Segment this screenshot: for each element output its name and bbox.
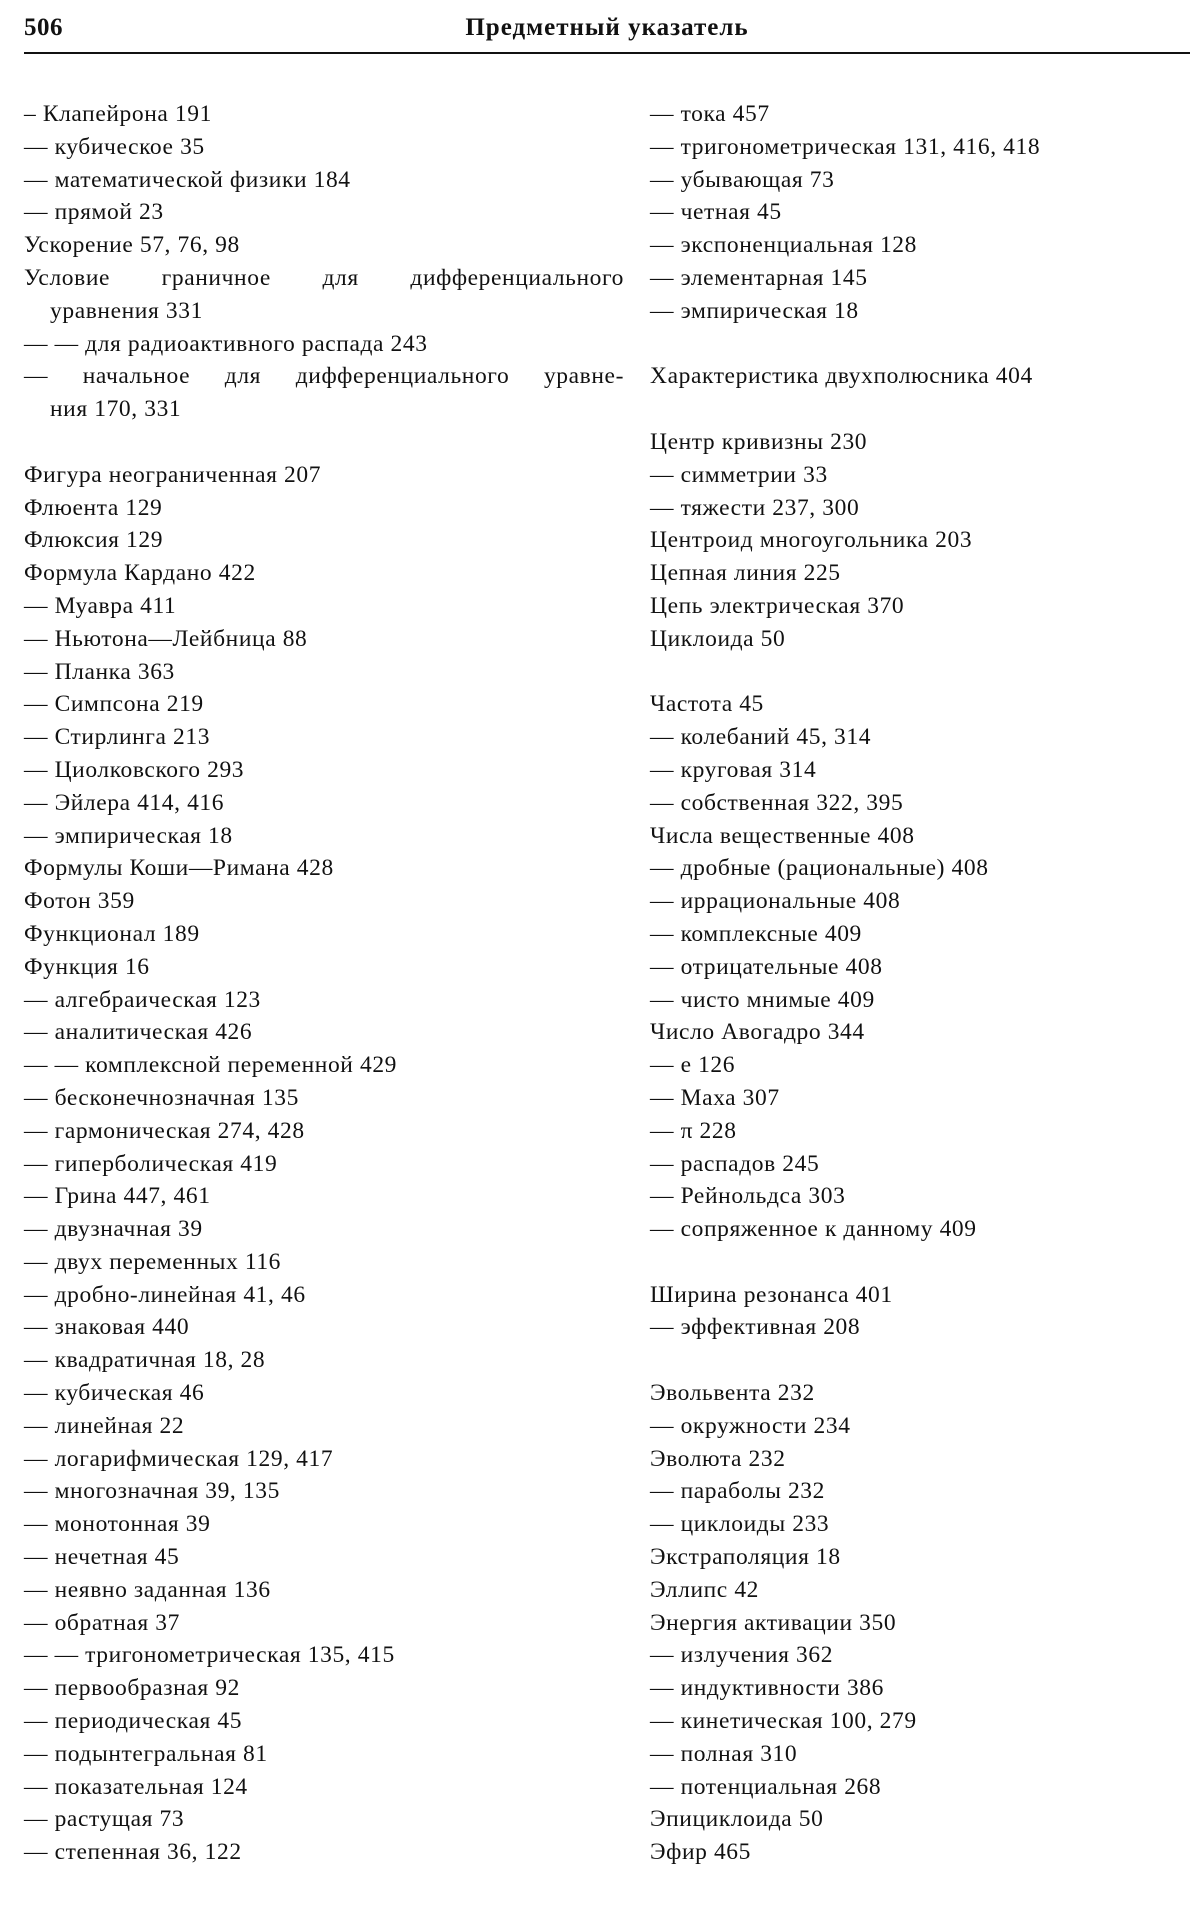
index-entry: — дробно-линейная 41, 46 xyxy=(24,1281,306,1308)
index-entry: — эмпирическая 18 xyxy=(650,297,859,324)
index-entry: — показательная 124 xyxy=(24,1773,248,1800)
index-entry: — нечетная 45 xyxy=(24,1544,180,1571)
index-entry: — убывающая 73 xyxy=(650,166,835,193)
index-entry: — потенциальная 268 xyxy=(650,1773,882,1800)
index-entry: — гиперболическая 419 xyxy=(24,1150,278,1177)
index-entry: — квадратичная 18, 28 xyxy=(24,1347,266,1374)
index-entry: Эфир 465 xyxy=(650,1839,751,1866)
index-entry: — комплексные 409 xyxy=(650,920,862,947)
index-entry: Формула Кардано 422 xyxy=(24,560,256,587)
index-entry: — бесконечнозначная 135 xyxy=(24,1084,299,1111)
header-rule xyxy=(24,52,1190,54)
index-entry: — математической физики 184 xyxy=(24,166,351,193)
index-entry: — аналитическая 426 xyxy=(24,1019,253,1046)
index-entry: — монотонная 39 xyxy=(24,1511,211,1538)
index-entry: — тригонометрическая 131, 416, 418 xyxy=(650,133,1041,160)
index-entry: Числа вещественные 408 xyxy=(650,822,915,849)
index-entry: — растущая 73 xyxy=(24,1806,185,1833)
index-entry: — логарифмическая 129, 417 xyxy=(24,1445,334,1472)
index-entry: — Симпсона 219 xyxy=(24,691,204,718)
index-entry: — циклоиды 233 xyxy=(650,1511,830,1538)
index-entry: — отрицательные 408 xyxy=(650,953,883,980)
index-entry: Эллипс 42 xyxy=(650,1576,760,1603)
index-entry: — эмпирическая 18 xyxy=(24,822,233,849)
index-entry: — неявно заданная 136 xyxy=(24,1576,271,1603)
index-entry: Функционал 189 xyxy=(24,920,200,947)
index-entry: Ширина резонанса 401 xyxy=(650,1281,893,1308)
index-entry: — Муавра 411 xyxy=(24,592,177,619)
index-entry: — Рейнольдса 303 xyxy=(650,1183,846,1210)
index-gap xyxy=(650,656,1190,689)
index-entry: — Циолковского 293 xyxy=(24,756,245,783)
index-entry: — параболы 232 xyxy=(650,1478,825,1505)
index-entry: Фигура неограниченная 207 xyxy=(24,461,322,488)
index-entry: Центроид многоугольника 203 xyxy=(650,527,973,554)
index-entry: — симметрии 33 xyxy=(650,461,828,488)
index-entry: — знаковая 440 xyxy=(24,1314,190,1341)
index-entry: — полная 310 xyxy=(650,1740,798,1767)
index-entry: — линейная 22 xyxy=(24,1412,185,1439)
index-entry: – Клапейрона 191 xyxy=(24,101,212,127)
index-entry: Эпициклоида 50 xyxy=(650,1806,824,1833)
index-entry: Формулы Коши—Римана 428 xyxy=(24,855,334,882)
index-entry: — кинетическая 100, 279 xyxy=(650,1708,917,1735)
index-entry: — окружности 234 xyxy=(650,1412,851,1439)
page-title: Предметный указатель xyxy=(465,14,749,41)
index-entry: — периодическая 45 xyxy=(24,1708,243,1735)
index-entry: Циклоида 50 xyxy=(650,625,786,652)
index-entry: Флюента 129 xyxy=(24,494,163,521)
index-entry: Эволюта 232 xyxy=(650,1445,786,1472)
index-entry: — гармоническая 274, 428 xyxy=(24,1117,305,1144)
index-entry: — Ньютона—Лейбница 88 xyxy=(24,625,308,652)
index-entry: — Стирлинга 213 xyxy=(24,724,211,751)
index-entry: ния 170, 331 xyxy=(50,396,182,423)
index-entry: — четная 45 xyxy=(650,199,782,226)
index-entry: Фотон 359 xyxy=(24,888,135,915)
index-entry: Частота 45 xyxy=(650,691,764,718)
index-entry: — распадов 245 xyxy=(650,1150,820,1177)
index-entry: — чисто мнимые 409 xyxy=(650,986,875,1013)
index-entry: — кубическая 46 xyxy=(24,1380,205,1407)
index-column-left xyxy=(24,98,624,1869)
index-gap xyxy=(650,393,1190,426)
index-column-right xyxy=(650,98,1190,1869)
index-entry: Цепная линия 225 xyxy=(650,560,841,587)
index-entry: — иррациональные 408 xyxy=(650,888,901,915)
index-entry: — индуктивности 386 xyxy=(650,1675,884,1702)
index-entry: Ускорение 57, 76, 98 xyxy=(24,232,240,259)
index-entry: — собственная 322, 395 xyxy=(650,789,904,816)
index-entry: — первообразная 92 xyxy=(24,1675,240,1702)
index-entry: — Эйлера 414, 416 xyxy=(24,789,225,816)
index-entry: — Планка 363 xyxy=(24,658,175,685)
index-entry: — обратная 37 xyxy=(24,1609,180,1636)
index-entry: Цепь электрическая 370 xyxy=(650,592,905,619)
index-entry: — — для радиоактивного распада 243 xyxy=(24,330,428,357)
index-entry: Энергия активации 350 xyxy=(650,1609,897,1636)
index-entry: — прямой 23 xyxy=(24,199,164,226)
index-entry: — многозначная 39, 135 xyxy=(24,1478,280,1505)
index-entry: — тяжести 237, 300 xyxy=(650,494,860,521)
index-gap xyxy=(650,1344,1190,1377)
index-gap xyxy=(650,1246,1190,1279)
index-entry: Условие граничное для дифференциального xyxy=(24,264,624,291)
index-entry: — Грина 447, 461 xyxy=(24,1183,211,1210)
index-entry: — эффективная 208 xyxy=(650,1314,861,1341)
index-entry: — кубическое 35 xyxy=(24,133,205,160)
index-entry: — — тригонометрическая 135, 415 xyxy=(24,1642,395,1669)
index-entry: — π 228 xyxy=(650,1117,737,1144)
index-entry: — степенная 36, 122 xyxy=(24,1839,242,1866)
index-entry: Функция 16 xyxy=(24,953,150,980)
page-header xyxy=(24,14,1190,48)
index-entry: — двух переменных 116 xyxy=(24,1248,282,1275)
index-entry: — начальное для дифференциального уравне- xyxy=(24,363,624,390)
index-entry: уравнения 331 xyxy=(50,297,203,324)
index-entry: — излучения 362 xyxy=(650,1642,834,1669)
index-entry: — — комплексной переменной 429 xyxy=(24,1052,398,1079)
index-entry: Эвольвента 232 xyxy=(650,1380,815,1407)
index-entry: — колебаний 45, 314 xyxy=(650,724,872,751)
index-gap xyxy=(650,328,1190,361)
index-entry: — круговая 314 xyxy=(650,756,817,783)
index-entry: — e 126 xyxy=(650,1052,736,1079)
index-gap xyxy=(24,426,624,459)
index-entry: Флюксия 129 xyxy=(24,527,164,554)
index-entry: Число Авогадро 344 xyxy=(650,1019,865,1046)
index-entry: Экстраполяция 18 xyxy=(650,1544,841,1571)
index-entry: — сопряженное к данному 409 xyxy=(650,1216,977,1243)
index-entry: — экспоненциальная 128 xyxy=(650,232,918,259)
index-entry: Характеристика двухполюсника 404 xyxy=(650,363,1033,390)
index-entry: — Маха 307 xyxy=(650,1084,780,1111)
index-entry: — подынтегральная 81 xyxy=(24,1740,268,1767)
index-entry: — тока 457 xyxy=(650,101,770,127)
index-entry: — алгебраическая 123 xyxy=(24,986,261,1013)
index-entry: Центр кривизны 230 xyxy=(650,428,868,455)
index-entry: — дробные (рациональные) 408 xyxy=(650,855,989,882)
index-entry: — элементарная 145 xyxy=(650,264,868,291)
page-number: 506 xyxy=(24,14,63,41)
index-entry: — двузначная 39 xyxy=(24,1216,203,1243)
